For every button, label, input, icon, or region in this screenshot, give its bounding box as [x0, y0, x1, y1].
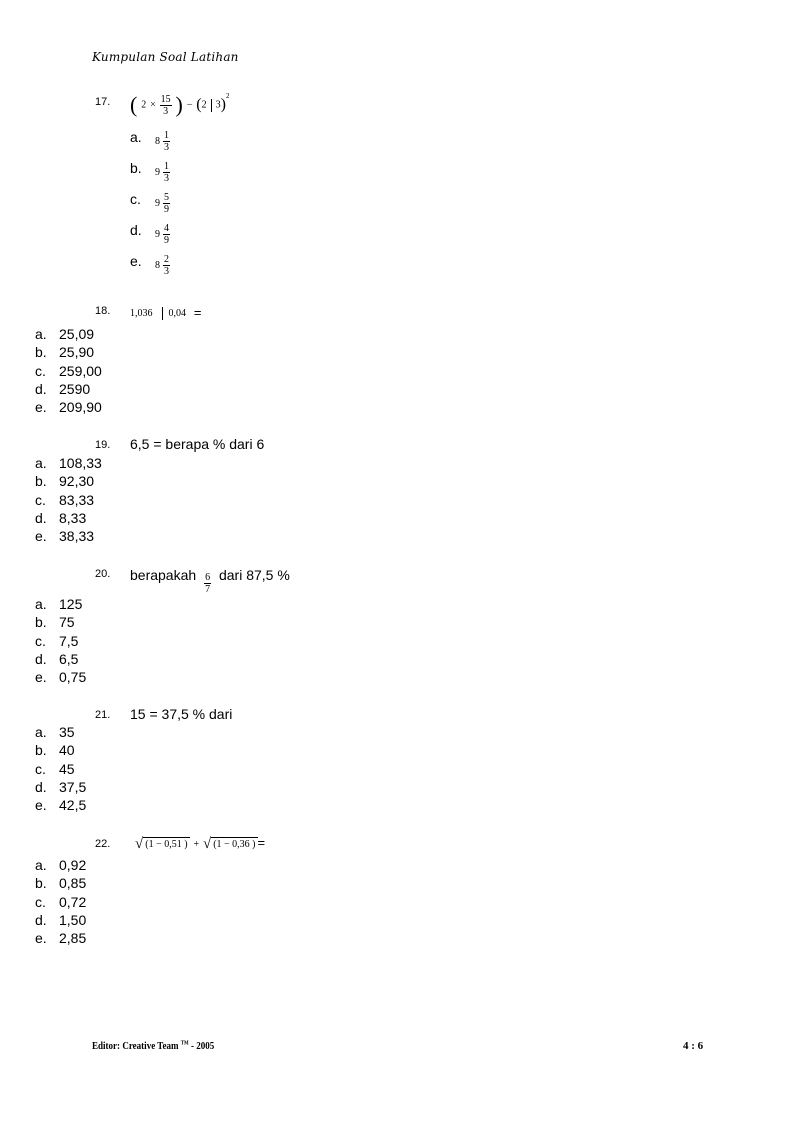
- question-expression: berapakah $\frac{6}{7}$ dari 87,5 %: [130, 567, 290, 595]
- question-number: 20.: [95, 568, 111, 580]
- divide-bar: [211, 99, 212, 112]
- question-text: 6,5 = berapa % dari 6: [130, 436, 265, 452]
- footer-editor: Editor: Creative Team ™ - 2005: [92, 1040, 215, 1052]
- fraction: $\frac{6}{7}$: [205, 572, 211, 595]
- document-header-title: Kumpulan Soal Latihan: [92, 50, 239, 64]
- question-number: 22.: [95, 838, 111, 850]
- fraction: $\frac{15}{3}$: [160, 93, 171, 117]
- question-number: 19.: [95, 439, 111, 451]
- square-root: √ (1 − 0,51 ): [135, 835, 188, 852]
- divide-bar: [162, 307, 163, 320]
- question-expression: √ (1 − 0,51 ) + √ (1 − 0,36 ) =: [135, 835, 266, 852]
- square-root: √ (1 − 0,36 ): [202, 835, 256, 852]
- question-number: 21.: [95, 709, 111, 721]
- question-expression: ( 2 × $\frac{15}{3}$ ) − (2 3)$^2$: [130, 92, 230, 117]
- question-expression: 1,036 0,04 =: [130, 305, 202, 320]
- question-text: 15 = 37,5 % dari: [130, 706, 233, 722]
- question-number: 17.: [95, 96, 111, 108]
- footer-page-number: 4 : 6: [683, 1040, 704, 1052]
- question-number: 18.: [95, 305, 111, 317]
